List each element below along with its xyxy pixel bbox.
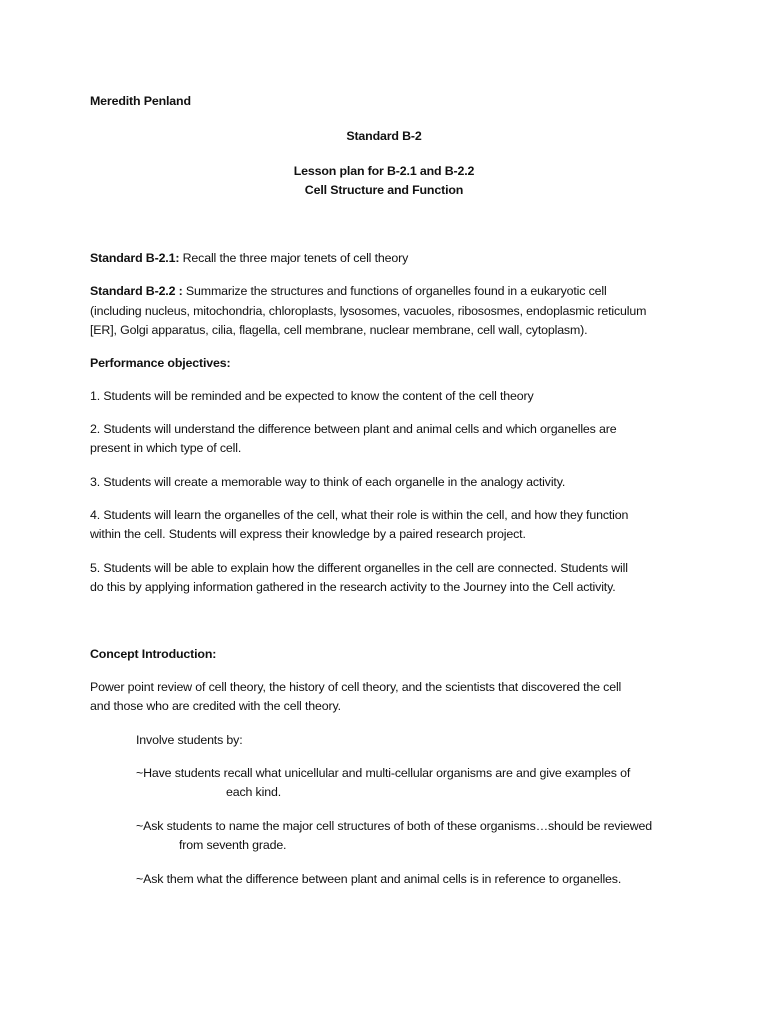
standard-b22-label: Standard B-2.2 : <box>90 284 183 298</box>
concept-line-1: Power point review of cell theory, the history of cell theory, and the scientists that discovered the cell <box>90 680 622 694</box>
standard-b22-line-3: [ER], Golgi apparatus, cilia, flagella, cell membrane, nuclear membrane, cell wall, cytoplasm). <box>90 323 588 337</box>
involve-item-3: ~Ask them what the difference between plant and animal cells is in reference to organelles. <box>136 872 622 886</box>
objective-2-line-1: 2. Students will understand the difference between plant and animal cells and which organelles are <box>90 422 617 436</box>
concept-heading: Concept Introduction: <box>90 647 217 661</box>
standard-b22-text-1: Summarize the structures and functions of organelles found in a eukaryotic cell <box>182 284 607 298</box>
standard-b21-text: Recall the three major tenets of cell theory <box>179 251 409 265</box>
objective-3: 3. Students will create a memorable way to think of each organelle in the analogy activity. <box>90 475 566 489</box>
lesson-title-line-2: Cell Structure and Function <box>304 183 464 197</box>
standard-b22-line-2: (including nucleus, mitochondria, chloroplasts, lysosomes, vacuoles, ribososmes, endoplasmic reticulum <box>90 304 647 318</box>
objective-5-line-2: do this by applying information gathered in the research activity to the Journey into the Cell activity. <box>90 580 616 594</box>
involve-item-2-line-2: from seventh grade. <box>179 838 287 852</box>
standard-b21-label: Standard B-2.1: <box>90 251 180 265</box>
objective-5-line-1: 5. Students will be able to explain how the different organelles in the cell are connected. Students will <box>90 561 628 575</box>
objective-2-line-2: present in which type of cell. <box>90 441 242 455</box>
involve-item-2-line-1: ~Ask students to name the major cell structures of both of these organisms…should be reviewed <box>136 819 653 833</box>
standard-b22-line-1 <box>90 282 690 302</box>
standard-b21 <box>90 249 690 269</box>
lesson-title-line-1: Lesson plan for B-2.1 and B-2.2 <box>293 164 475 178</box>
standard-title: Standard B-2 <box>346 129 422 143</box>
author-name: Meredith Penland <box>90 94 191 108</box>
involve-item-1-line-2: each kind. <box>226 785 281 799</box>
involve-heading: Involve students by: <box>136 733 243 747</box>
performance-heading: Performance objectives: <box>90 356 231 370</box>
involve-item-1-line-1: ~Have students recall what unicellular and multi-cellular organisms are and give examples of <box>136 766 631 780</box>
objective-4-line-1: 4. Students will learn the organelles of the cell, what their role is within the cell, and how they function <box>90 508 629 522</box>
concept-line-2: and those who are credited with the cell theory. <box>90 699 341 713</box>
objective-4-line-2: within the cell. Students will express their knowledge by a paired research project. <box>90 527 526 541</box>
objective-1: 1. Students will be reminded and be expected to know the content of the cell theory <box>90 389 534 403</box>
